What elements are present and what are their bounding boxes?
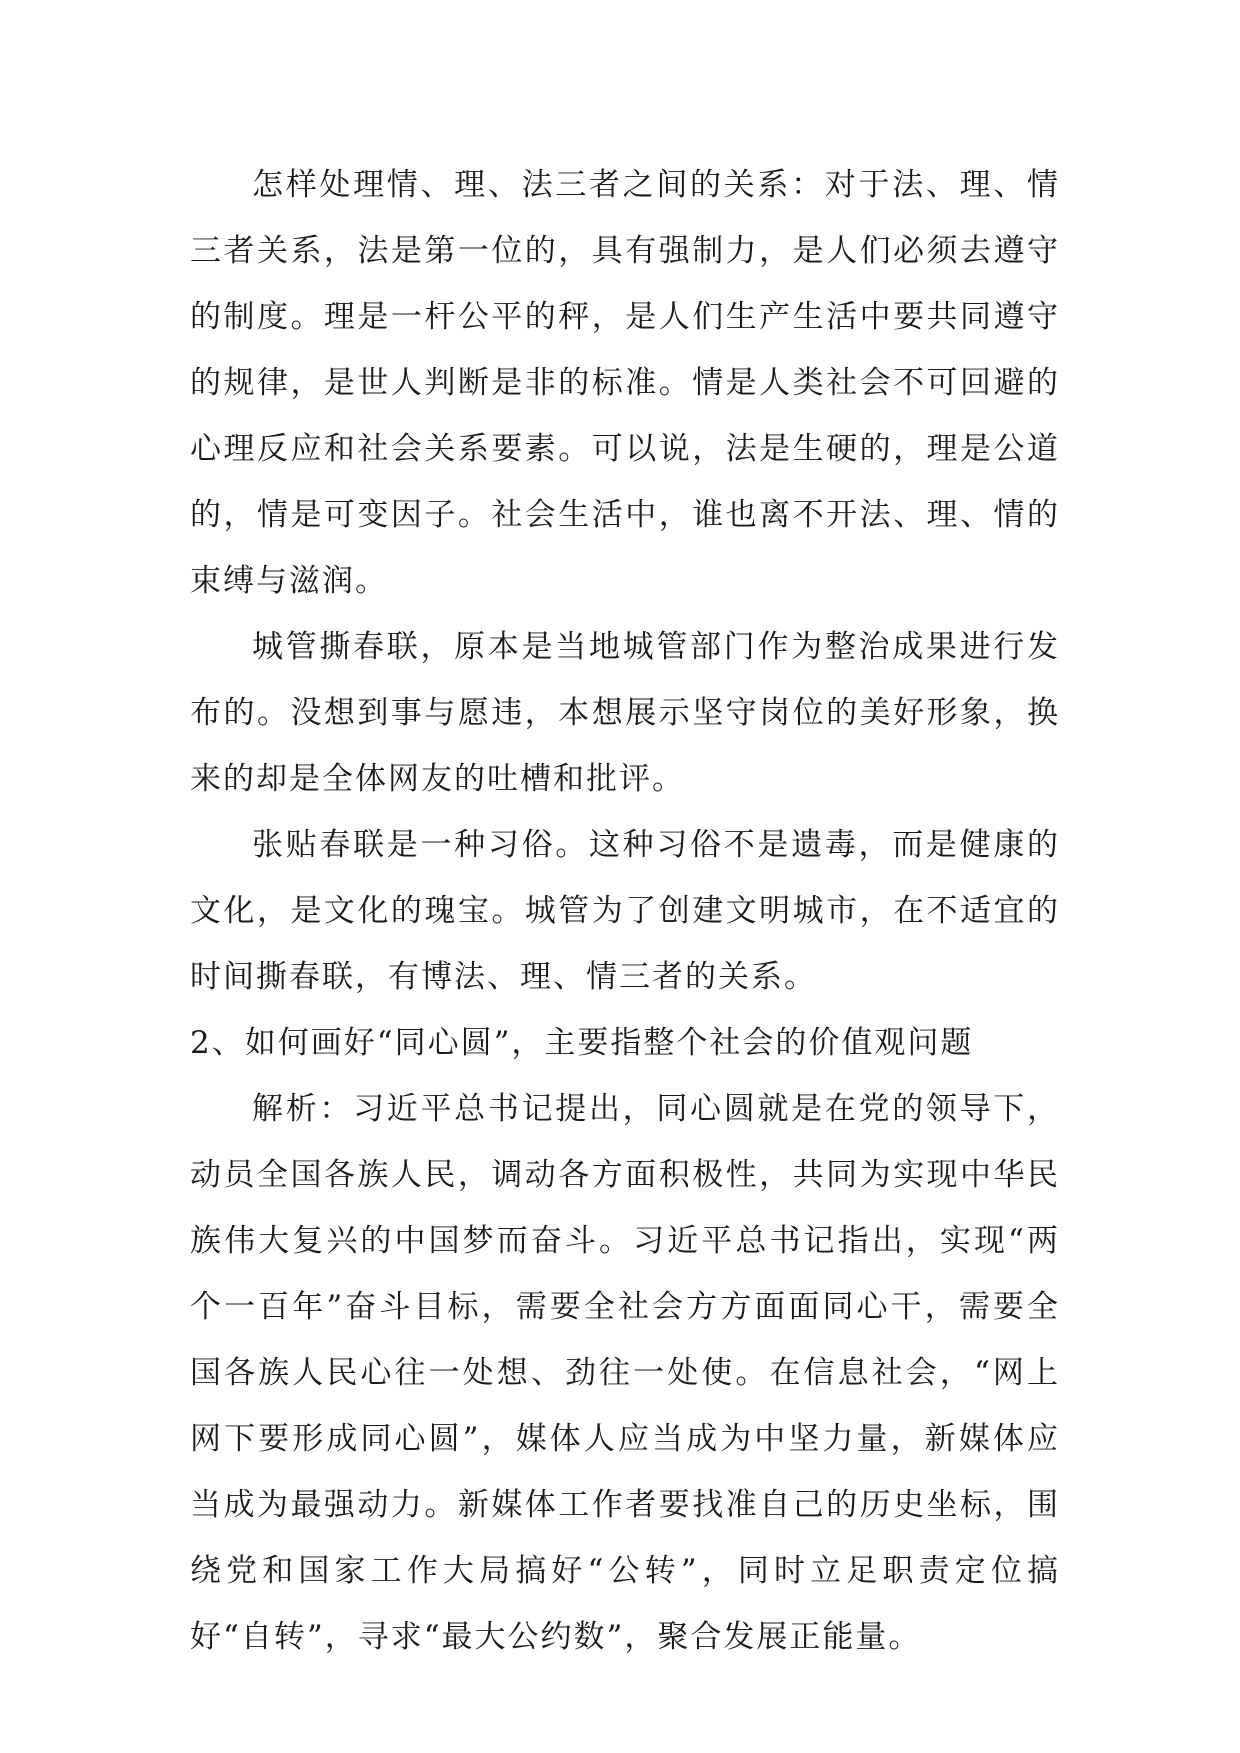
paragraph-chengguan-couplets: 城管撕春联，原本是当地城管部门作为整治成果进行发布的。没想到事与愿违，本想展示坚守岗位的美好形象，换来的却是全体网友的吐槽和批评。 [190, 629, 1060, 797]
paragraph-couplet-custom: 张贴春联是一种习俗。这种习俗不是遗毒，而是健康的文化，是文化的瑰宝。城管为了创建文明城市，在不适宜的时间撕春联，有博法、理、情三者的关系。 [190, 827, 1060, 995]
paragraph-law-reason-emotion: 怎样处理情、理、法三者之间的关系：对于法、理、情三者关系，法是第一位的，具有强制力，是人们必须去遵守的制度。理是一杆公平的秤，是人们生产生活中要共同遵守的规律，是世人判断是非的标准。情是人类社会不可回避的心理反应和社会关系要素。可以说，法是生硬的，理是公道的，情是可变因子。社会生活中，谁也离不开法、理、情的束缚与滋润。 [190, 167, 1060, 599]
paragraph-analysis: 解析：习近平总书记提出，同心圆就是在党的领导下，动员全国各族人民，调动各方面积极性，共同为实现中华民族伟大复兴的中国梦而奋斗。习近平总书记指出，实现“两个一百年”奋斗目标，需要全社会方方面面同心干，需要全国各族人民心往一处想、劲往一处使。在信息社会，“网上网下要形成同心圆”，媒体人应当成为中坚力量，新媒体应当成为最强动力。新媒体工作者要找准自己的历史坐标，围绕党和国家工作大局搞好“公转”，同时立足职责定位搞好“自转”，寻求“最大公约数”，聚合发展正能量。 [190, 1091, 1060, 1655]
document-body [190, 152, 1060, 1670]
section-heading: 2、如何画好“同心圆”，主要指整个社会的价值观问题 [190, 1025, 974, 1061]
